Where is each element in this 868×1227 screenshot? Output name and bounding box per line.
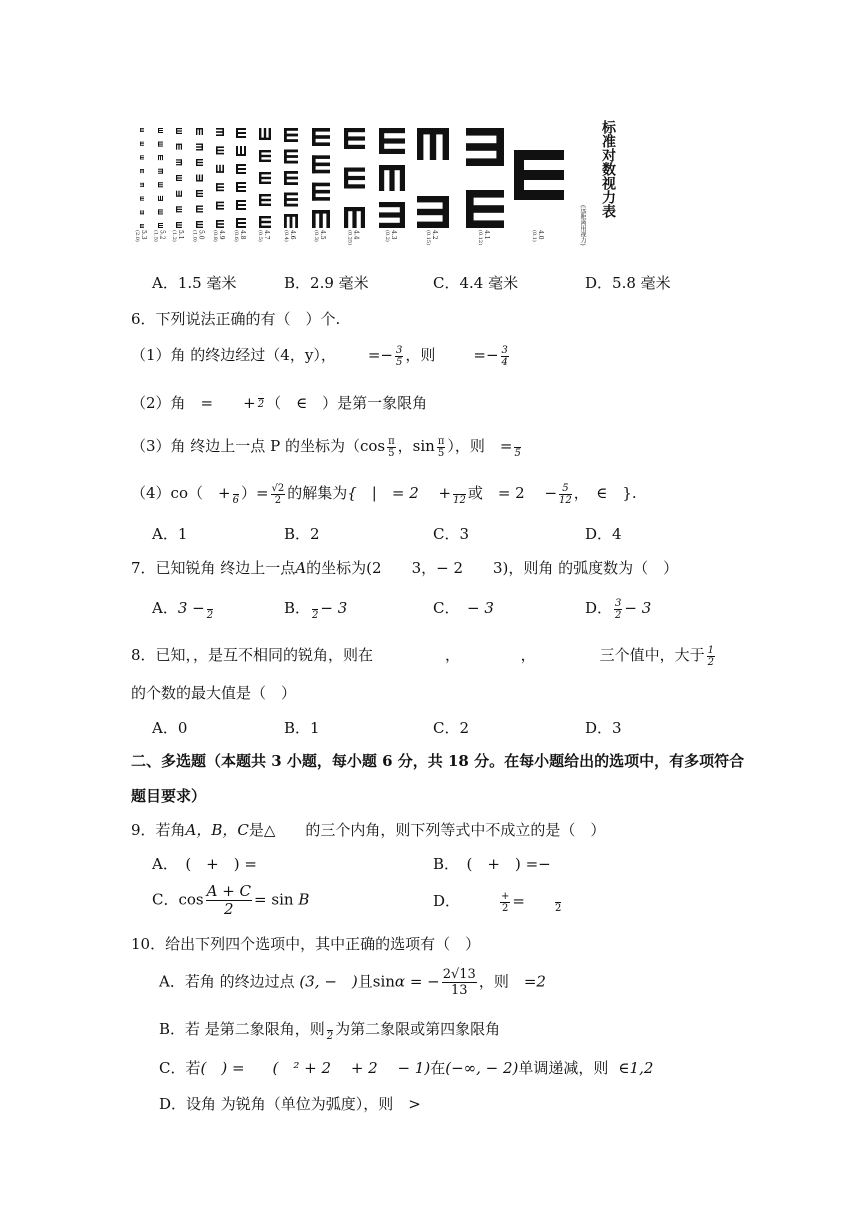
q5-option-a: A．1.5 毫米 bbox=[152, 274, 237, 292]
eye-chart-e-symbol bbox=[216, 128, 224, 136]
eye-chart-level-label: 5.1 bbox=[177, 230, 184, 240]
eye-chart-column bbox=[236, 128, 246, 228]
q10-option-d: D．设角 为锐角（单位为弧度），则 > bbox=[159, 1095, 421, 1113]
eye-chart-column bbox=[417, 128, 449, 228]
eye-chart-e-symbol bbox=[236, 164, 246, 174]
eye-chart-e-symbol bbox=[140, 169, 144, 173]
eye-chart-e-symbol bbox=[514, 150, 564, 200]
q8-option-d: D．3 bbox=[585, 719, 622, 737]
eye-chart-e-symbol bbox=[140, 142, 144, 146]
eye-chart-e-symbol bbox=[196, 159, 203, 166]
eye-chart-e-symbol bbox=[312, 128, 330, 146]
q6-option-c: C．3 bbox=[433, 525, 470, 543]
eye-chart-e-symbol bbox=[158, 142, 163, 147]
eye-chart-decimal-label: (0.12) bbox=[477, 230, 483, 246]
eye-chart-e-symbol bbox=[312, 210, 330, 228]
q10-option-c: C．若( ) = ( ² + 2 + 2 − 1)在(−∞, − 2)单调递减，则 ∈1,2 bbox=[159, 1059, 654, 1077]
eye-chart-e-symbol bbox=[158, 223, 163, 228]
eye-chart-e-symbol bbox=[158, 155, 163, 160]
eye-chart-decimal-label: (2.0) bbox=[134, 230, 140, 242]
eye-chart-decimal-label: (1.0) bbox=[191, 230, 198, 242]
eye-chart-column bbox=[259, 128, 271, 228]
eye-chart-e-symbol bbox=[140, 224, 144, 228]
eye-chart-e-symbol bbox=[158, 128, 163, 133]
eye-chart-column bbox=[514, 150, 564, 200]
chart-title: 标准对数视力表 bbox=[600, 120, 616, 218]
eye-chart-e-symbol bbox=[312, 155, 330, 173]
q6-statement-3: （3）角 终边上一点 P 的坐标为（cos $\frac{\pi}{5}$ ，sin $\frac{\pi}{5}$ ），则 = 5 bbox=[131, 435, 521, 459]
eye-chart bbox=[134, 120, 624, 250]
eye-chart-decimal-label: (1.5) bbox=[152, 230, 159, 242]
eye-chart-level-label: 5.3 bbox=[140, 230, 147, 240]
q7-stem: 7．已知锐角 终边上一点A的坐标为(2 3，− 2 3)，则角 的弧度数为（ ） bbox=[131, 559, 679, 577]
eye-chart-e-symbol bbox=[176, 128, 182, 134]
eye-chart-decimal-label: (0.5) bbox=[257, 230, 263, 242]
eye-chart-decimal-label: (0.4) bbox=[283, 230, 289, 242]
eye-chart-e-symbol bbox=[312, 183, 330, 201]
eye-chart-level-label: 4.9 bbox=[218, 230, 225, 240]
eye-chart-e-symbol bbox=[417, 196, 449, 228]
q8-option-c: C．2 bbox=[433, 719, 470, 737]
eye-chart-column bbox=[176, 128, 182, 228]
eye-chart-decimal-label: (0.6) bbox=[233, 230, 239, 242]
eye-chart-e-symbol bbox=[140, 155, 144, 159]
eye-chart-e-symbol bbox=[284, 128, 298, 142]
eye-chart-e-symbol bbox=[176, 206, 182, 212]
section-heading-line2: 题目要求） bbox=[131, 787, 207, 805]
eye-chart-e-symbol bbox=[196, 128, 203, 135]
q10-option-b: B．若 是第二象限角，则 2 为第二象限或第四象限角 bbox=[159, 1020, 501, 1042]
q8-stem-line1: 8．已知，，是互不相同的锐角，则在 ， ， 三个值中，大于 $\frac{1}{2}$ bbox=[131, 644, 714, 668]
eye-chart-e-symbol bbox=[284, 150, 298, 164]
q7-option-a: A．3 − 2 bbox=[152, 599, 214, 621]
eye-chart-decimal-label: (0.8) bbox=[212, 230, 218, 242]
eye-chart-e-symbol bbox=[259, 128, 271, 140]
eye-chart-e-symbol bbox=[466, 190, 504, 228]
q10-option-a: A．若角 的终边过点 (3, − )且sinα = − $\frac{2√13}{13}$ ，则 =2 bbox=[159, 967, 546, 998]
q8-option-a: A．0 bbox=[152, 719, 188, 737]
q9-option-a: A． ( + ) = bbox=[152, 855, 257, 873]
eye-chart-e-symbol bbox=[344, 207, 365, 228]
eye-chart-decimal-label: (0.2) bbox=[384, 230, 390, 242]
eye-chart-e-symbol bbox=[176, 222, 182, 228]
eye-chart-e-symbol bbox=[176, 191, 182, 197]
eye-chart-column bbox=[344, 128, 365, 228]
eye-chart-e-symbol bbox=[259, 172, 271, 184]
eye-chart-e-symbol bbox=[236, 182, 246, 192]
eye-chart-e-symbol bbox=[196, 144, 203, 151]
eye-chart-e-symbol bbox=[379, 165, 405, 191]
eye-chart-e-symbol bbox=[140, 197, 144, 201]
chart-subtitle: (远距离用视力) bbox=[579, 205, 586, 246]
eye-chart-level-label: 5.0 bbox=[197, 230, 205, 240]
eye-chart-column bbox=[284, 128, 298, 228]
eye-chart-e-symbol bbox=[216, 165, 224, 173]
eye-chart-e-symbol bbox=[236, 146, 246, 156]
eye-chart-column bbox=[216, 128, 224, 228]
q9-stem: 9．若角A，B，C是△ 的三个内角，则下列等式中不成立的是（ ） bbox=[131, 821, 606, 839]
eye-chart-e-symbol bbox=[236, 218, 246, 228]
q7-option-d: D． $\frac{3}{2}$ − 3 bbox=[585, 597, 652, 621]
eye-chart-e-symbol bbox=[176, 144, 182, 150]
eye-chart-decimal-label: (1.2) bbox=[171, 230, 177, 242]
q8-option-b: B．1 bbox=[284, 719, 320, 737]
eye-chart-e-symbol bbox=[417, 128, 449, 160]
eye-chart-level-label: 4.4 bbox=[352, 230, 360, 240]
eye-chart-e-symbol bbox=[466, 128, 504, 166]
q5-option-c: C．4.4 毫米 bbox=[433, 274, 519, 292]
q9-option-b: B． ( + ) =− bbox=[433, 855, 551, 873]
eye-chart-e-symbol bbox=[379, 202, 405, 228]
section-heading-line1: 二、多选题（本题共 3 小题，每小题 6 分，共 18 分。在每小题给出的选项中，有多项符合 bbox=[131, 752, 745, 770]
eye-chart-e-symbol bbox=[176, 175, 182, 181]
eye-chart-e-symbol bbox=[216, 202, 224, 210]
eye-chart-level-label: 4.2 bbox=[431, 230, 438, 240]
eye-chart-column bbox=[140, 128, 144, 228]
eye-chart-e-symbol bbox=[344, 168, 365, 189]
q5-option-d: D．5.8 毫米 bbox=[585, 274, 671, 292]
q7-option-c: C． − 3 bbox=[433, 599, 494, 617]
eye-chart-e-symbol bbox=[158, 209, 163, 214]
eye-chart-level-label: 4.3 bbox=[390, 230, 397, 240]
eye-chart-e-symbol bbox=[344, 128, 365, 149]
eye-chart-e-symbol bbox=[176, 159, 182, 165]
eye-chart-e-symbol bbox=[284, 171, 298, 185]
eye-chart-e-symbol bbox=[158, 196, 163, 201]
q6-statement-4: （4）co（ + 6 ）= $\frac{√2}{2}$ 的解集为{ | = 2 + 12 或 = 2 − $\frac{5}{12}$ ， ∈ }. bbox=[131, 482, 637, 506]
eye-chart-level-label: 4.0 bbox=[537, 230, 544, 240]
eye-chart-e-symbol bbox=[216, 220, 224, 228]
eye-chart-column bbox=[158, 128, 163, 228]
eye-chart-e-symbol bbox=[236, 128, 246, 138]
eye-chart-e-symbol bbox=[140, 128, 144, 132]
q9-option-d: D． $\frac{+}{2}$ = 2 bbox=[433, 890, 562, 914]
eye-chart-e-symbol bbox=[259, 216, 271, 228]
eye-chart-level-label: 5.2 bbox=[158, 230, 166, 240]
q6-stem: 6．下列说法正确的有（ ）个. bbox=[131, 310, 341, 328]
eye-chart-e-symbol bbox=[259, 194, 271, 206]
eye-chart-e-symbol bbox=[140, 210, 144, 214]
eye-chart-e-symbol bbox=[158, 169, 163, 174]
eye-chart-column bbox=[466, 128, 504, 228]
eye-chart-column bbox=[196, 128, 203, 228]
q6-option-b: B．2 bbox=[284, 525, 320, 543]
eye-chart-e-symbol bbox=[196, 206, 203, 213]
eye-chart-e-symbol bbox=[196, 190, 203, 197]
eye-chart-level-label: 4.1 bbox=[483, 230, 490, 240]
eye-chart-e-symbol bbox=[284, 214, 298, 228]
eye-chart-e-symbol bbox=[259, 150, 271, 162]
q6-statement-1: （1）角 的终边经过（4，y）， =− $\frac{3}{5}$ ，则 =− $\frac{3}{4}$ bbox=[131, 344, 508, 368]
q7-option-b: B． 2 − 3 bbox=[284, 599, 348, 621]
q10-stem: 10．给出下列四个选项中，其中正确的选项有（ ） bbox=[131, 935, 481, 953]
q6-option-a: A．1 bbox=[152, 525, 188, 543]
eye-chart-e-symbol bbox=[216, 183, 224, 191]
q6-option-d: D．4 bbox=[585, 525, 622, 543]
q5-option-b: B．2.9 毫米 bbox=[284, 274, 369, 292]
eye-chart-decimal-label: (0.15) bbox=[425, 230, 431, 246]
eye-chart-e-symbol bbox=[284, 193, 298, 207]
eye-chart-level-label: 4.5 bbox=[319, 230, 326, 240]
q6-statement-2: （2）角 = + 2 （ ∈ ）是第一象限角 bbox=[131, 394, 428, 412]
q8-stem-line2: 的个数的最大值是（ ） bbox=[131, 684, 297, 702]
eye-chart-level-label: 4.6 bbox=[289, 230, 296, 240]
eye-chart-level-label: 4.8 bbox=[239, 230, 246, 240]
eye-chart-decimal-label: (0.1) bbox=[531, 230, 537, 242]
eye-chart-e-symbol bbox=[158, 182, 163, 187]
q9-option-c: C．cos $\frac{A + C}{2}$ = sin B bbox=[152, 882, 310, 918]
eye-chart-e-symbol bbox=[379, 128, 405, 154]
eye-chart-e-symbol bbox=[196, 175, 203, 182]
eye-chart-decimal-label: (0.25) bbox=[346, 230, 353, 246]
eye-chart-column bbox=[379, 128, 405, 228]
eye-chart-e-symbol bbox=[196, 221, 203, 228]
eye-chart-decimal-label: (0.3) bbox=[313, 230, 319, 242]
eye-chart-e-symbol bbox=[216, 146, 224, 154]
eye-chart-column bbox=[312, 128, 330, 228]
eye-chart-e-symbol bbox=[236, 200, 246, 210]
eye-chart-level-label: 4.7 bbox=[263, 230, 270, 240]
eye-chart-e-symbol bbox=[140, 183, 144, 187]
